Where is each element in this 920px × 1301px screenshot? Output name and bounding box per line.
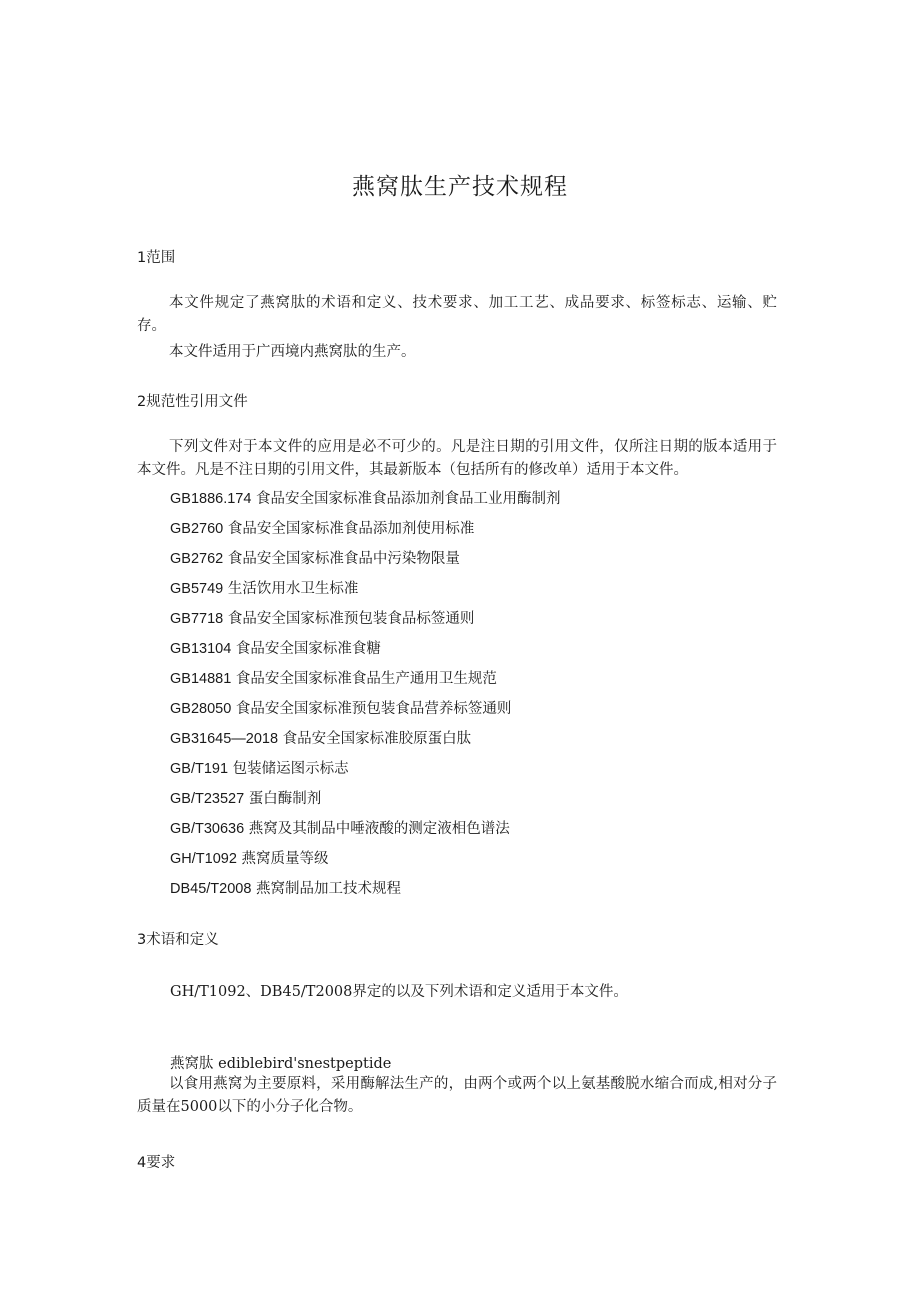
reference-item bbox=[170, 727, 471, 748]
reference-code: GB13104 bbox=[170, 641, 232, 657]
reference-name: 燕窝质量等级 bbox=[241, 851, 329, 867]
reference-item bbox=[170, 517, 474, 538]
reference-name: 燕窝制品加工技术规程 bbox=[256, 881, 402, 897]
reference-code: GB5749 bbox=[170, 581, 224, 597]
reference-name: 食品安全国家标准胶原蛋白肽 bbox=[282, 731, 472, 747]
reference-code: GB31645—2018 bbox=[170, 731, 279, 747]
reference-name: 食品安全国家标准预包装食品标签通则 bbox=[227, 611, 475, 627]
reference-code: GB7718 bbox=[170, 611, 224, 627]
section-3-heading: 3术语和定义 bbox=[137, 932, 219, 948]
reference-code: DB45/T2008 bbox=[170, 881, 252, 897]
document-title: 燕窝肽生产技术规程 bbox=[352, 174, 568, 200]
section-3-paragraph-1: GH/T1092、DB45/T2008界定的以及下列术语和定义适用于本文件。 bbox=[170, 984, 628, 1000]
reference-item bbox=[170, 637, 381, 658]
section-4-heading: 4要求 bbox=[137, 1155, 176, 1171]
reference-item bbox=[170, 487, 561, 508]
reference-name: 包装储运图示标志 bbox=[232, 761, 349, 777]
reference-name: 食品安全国家标准食品生产通用卫生规范 bbox=[235, 671, 497, 687]
reference-code: GH/T1092 bbox=[170, 851, 237, 867]
section-2-paragraph-1: 下列文件对于本文件的应用是必不可少的。凡是注日期的引用文件，仅所注日期的版本适用于本文件。凡是不注日期的引用文件，其最新版本（包括所有的修改单）适用于本文件。 bbox=[137, 439, 777, 478]
reference-name: 食品安全国家标准预包装食品营养标签通则 bbox=[235, 701, 512, 717]
section-1-heading: 1范围 bbox=[137, 250, 176, 266]
reference-name: 食品安全国家标准食品添加剂食品工业用酶制剂 bbox=[256, 491, 561, 507]
reference-item bbox=[170, 757, 349, 778]
section-1-paragraph-1: 本文件规定了燕窝肽的术语和定义、技术要求、加工工艺、成品要求、标签标志、运输、贮存。 bbox=[137, 295, 777, 334]
reference-code: GB14881 bbox=[170, 671, 232, 687]
reference-name: 食品安全国家标准食品中污染物限量 bbox=[227, 551, 460, 567]
reference-item bbox=[170, 877, 401, 898]
reference-item bbox=[170, 577, 358, 598]
reference-name: 蛋白酶制剂 bbox=[248, 791, 322, 807]
section-2-heading: 2规范性引用文件 bbox=[137, 394, 248, 410]
reference-code: GB1886.174 bbox=[170, 491, 252, 507]
reference-code: GB28050 bbox=[170, 701, 232, 717]
reference-item bbox=[170, 847, 329, 868]
reference-item bbox=[170, 697, 511, 718]
reference-item bbox=[170, 667, 497, 688]
reference-item bbox=[170, 787, 321, 808]
reference-code: GB/T30636 bbox=[170, 821, 245, 837]
reference-item bbox=[170, 607, 474, 628]
section-1-paragraph-2: 本文件适用于广西境内燕窝肽的生产。 bbox=[169, 344, 416, 360]
reference-code: GB/T191 bbox=[170, 761, 229, 777]
reference-name: 食品安全国家标准食品添加剂使用标准 bbox=[227, 521, 475, 537]
reference-code: GB2762 bbox=[170, 551, 224, 567]
reference-name: 生活饮用水卫生标准 bbox=[227, 581, 359, 597]
reference-item bbox=[170, 817, 510, 838]
term-entry: 燕窝肽 ediblebird'snestpeptide bbox=[170, 1056, 392, 1072]
reference-name: 燕窝及其制品中唾液酸的测定液相色谱法 bbox=[248, 821, 510, 837]
reference-code: GB2760 bbox=[170, 521, 224, 537]
reference-name: 食品安全国家标准食糖 bbox=[235, 641, 381, 657]
reference-code: GB/T23527 bbox=[170, 791, 245, 807]
term-definition: 以食用燕窝为主要原料，采用酶解法生产的，由两个或两个以上氨基酸脱水缩合而成,相对分子质量在5000以下的小分子化合物。 bbox=[137, 1076, 777, 1115]
reference-item bbox=[170, 547, 460, 568]
